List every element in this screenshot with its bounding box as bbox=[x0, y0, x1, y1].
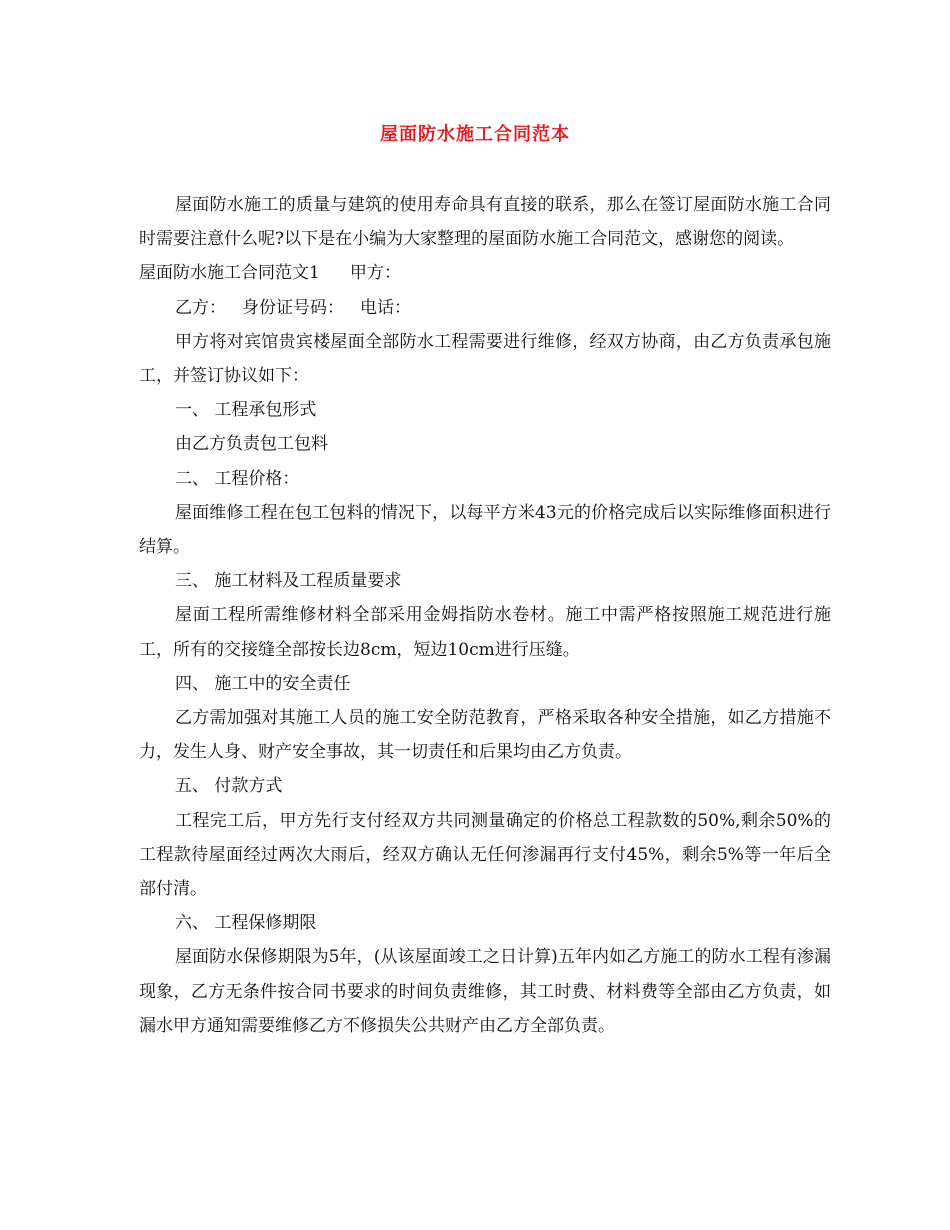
section-paragraph-2: 屋面维修工程在包工包料的情况下，以每平方米43元的价格完成后以实际维修面积进行结算。 bbox=[139, 502, 831, 558]
section-paragraph-5: 工程完工后，甲方先行支付经双方共同测量确定的价格总工程款数的50%,剩余50%的工程款待屋面经过两次大雨后，经双方确认无任何渗漏再行支付45%，剩余5%等一年后全部付清。 bbox=[139, 810, 831, 900]
contract-heading: 屋面防水施工合同范文1 bbox=[139, 263, 320, 284]
section-heading-4: 四、 施工中的安全责任 bbox=[175, 673, 351, 694]
party-b-label: 乙方： bbox=[175, 297, 226, 318]
agreement-paragraph: 甲方将对宾馆贵宾楼屋面全部防水工程需要进行维修，经双方协商，由乙方负责承包施工，并签订协议如下： bbox=[139, 331, 831, 387]
intro-paragraph: 屋面防水施工的质量与建筑的使用寿命具有直接的联系，那么在签订屋面防水施工合同时需要注意什么呢?以下是在小编为大家整理的屋面防水施工合同范文，感谢您的阅读。 bbox=[139, 195, 831, 250]
document-title: 屋面防水施工合同范本 bbox=[380, 124, 570, 145]
document-body bbox=[139, 188, 831, 1043]
section-heading-1: 一、 工程承包形式 bbox=[175, 400, 317, 421]
section-heading-6: 六、 工程保修期限 bbox=[175, 913, 317, 934]
phone-label: 电话： bbox=[360, 297, 411, 318]
section-paragraph-6: 屋面防水保修期限为5年，(从该屋面竣工之日计算)五年内如乙方施工的防水工程有渗漏现象，乙方无条件按合同书要求的时间负责维修，其工时费、材料费等全部由乙方负责，如漏水甲方通知需要维修乙方不修损失公共财产由乙方全部负责。 bbox=[139, 947, 831, 1036]
party-a-label: 甲方： bbox=[349, 263, 401, 284]
section-heading-3: 三、 施工材料及工程质量要求 bbox=[175, 571, 402, 592]
section-heading-5: 五、 付款方式 bbox=[175, 776, 283, 797]
party-b-line bbox=[139, 291, 831, 325]
section-paragraph-1: 由乙方负责包工包料 bbox=[175, 434, 328, 455]
id-number-label: 身份证号码： bbox=[242, 297, 344, 318]
section-paragraph-4: 乙方需加强对其施工人员的施工安全防范教育，严格采取各种安全措施，如乙方措施不力，发生人身、财产安全事故，其一切责任和后果均由乙方负责。 bbox=[139, 708, 831, 763]
section-heading-2: 二、 工程价格： bbox=[175, 468, 300, 489]
contract-heading-line bbox=[139, 256, 831, 290]
section-paragraph-3: 屋面工程所需维修材料全部采用金姆指防水卷材。施工中需严格按照施工规范进行施工，所有的交接缝全部按长边8cm，短边10cm进行压缝。 bbox=[139, 605, 831, 660]
